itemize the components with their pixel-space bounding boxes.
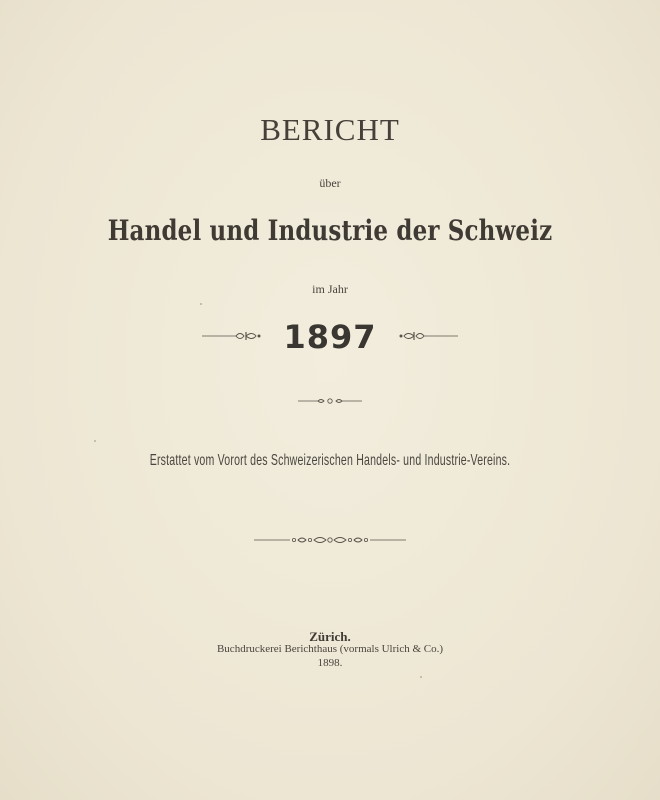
year-row: [0, 318, 660, 358]
paper-speck: [200, 303, 202, 305]
long-divider-ornament: [0, 532, 660, 551]
paper-speck: [94, 440, 96, 442]
imprint-city: Zürich.: [309, 629, 351, 644]
year-prefix: im Jahr: [312, 282, 348, 296]
flourish-right-ornament: [398, 328, 458, 347]
report-title: BERICHT: [260, 112, 400, 147]
small-divider-ornament: [0, 392, 660, 411]
imprint-printer: Buchdruckerei Berichthaus (vormals Ulrich & Co.): [216, 643, 444, 655]
imprint-year: 1898.: [317, 657, 343, 669]
paper-speck: [420, 676, 422, 678]
commissioned-by-text: Erstattet vom Vorort des Schweizerischen Handels- und Industrie-Vereins.: [149, 452, 511, 469]
report-year: 1897: [283, 318, 377, 356]
report-subject: Handel und Industrie der Schweiz: [107, 214, 553, 247]
flourish-left-ornament: [202, 328, 262, 347]
preposition-text: über: [319, 176, 341, 190]
